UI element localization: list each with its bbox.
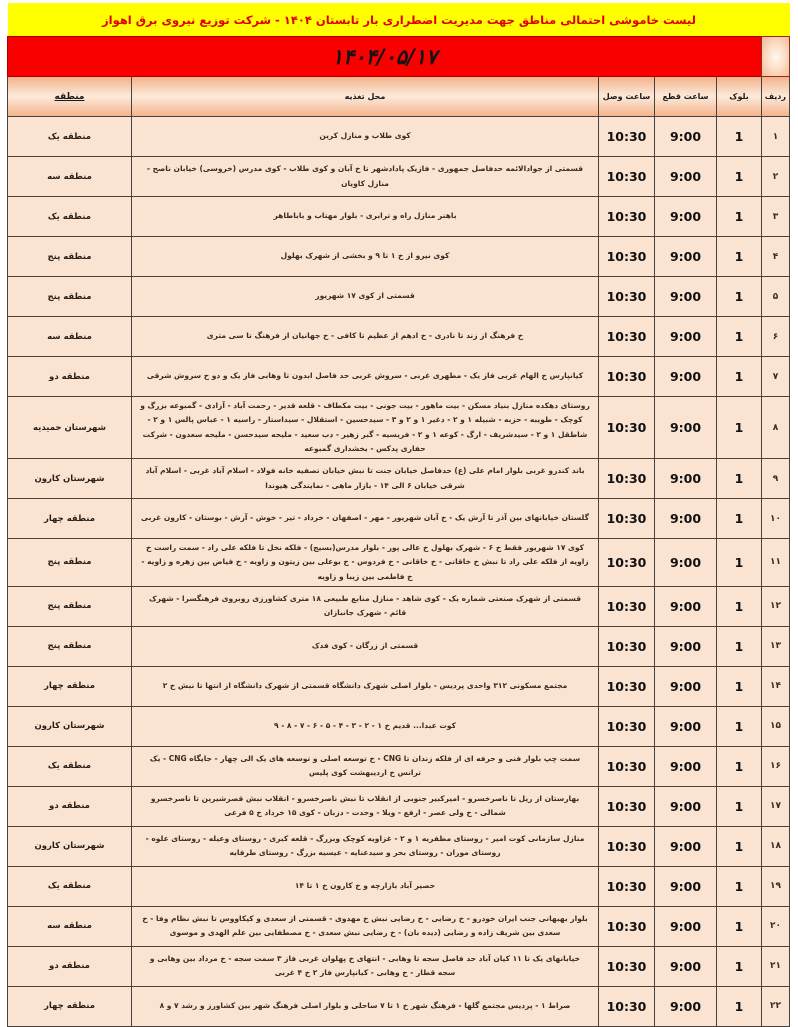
reconnect-time-cell: 10:30	[599, 117, 655, 157]
reconnect-time-cell: 10:30	[599, 946, 655, 986]
feed-location-cell: کوی نیرو از خ ۱ تا ۹ و بخشی از شهرک بهلول	[132, 237, 599, 277]
reconnect-time-cell: 10:30	[599, 499, 655, 539]
reconnect-time-cell: 10:30	[599, 866, 655, 906]
feed-location-cell: سمت چپ بلوار فنی و حرفه ای از فلکه زندان تا CNG - خ توسعه اصلی و توسعه های یک الی چهار - جایگاه CNG - یک ترانس خ اردیبهشت کوی پلیس	[132, 746, 599, 786]
row-number-cell: ۷	[762, 357, 790, 397]
reconnect-time-cell: 10:30	[599, 317, 655, 357]
reconnect-time-cell: 10:30	[599, 197, 655, 237]
cut-time-cell: 9:00	[655, 197, 717, 237]
block-cell: 1	[717, 277, 762, 317]
reconnect-time-cell: 10:30	[599, 626, 655, 666]
table-row	[8, 706, 790, 746]
block-cell: 1	[717, 666, 762, 706]
table-row	[8, 459, 790, 499]
table-row	[8, 277, 790, 317]
cut-time-cell: 9:00	[655, 357, 717, 397]
region-cell: منطقه پنج	[8, 626, 132, 666]
region-cell: منطقه سه	[8, 317, 132, 357]
block-cell: 1	[717, 317, 762, 357]
table-row	[8, 317, 790, 357]
table-row	[8, 539, 790, 587]
feed-location-cell: کوت عبدا... قدیم خ ۱ - ۲ - ۳ - ۴ - ۵ - ۶ - ۷ - ۸ - ۹	[132, 706, 599, 746]
block-cell: 1	[717, 746, 762, 786]
corner-cell	[762, 37, 790, 77]
cut-time-cell: 9:00	[655, 706, 717, 746]
table-row	[8, 866, 790, 906]
date-row	[8, 37, 790, 77]
reconnect-time-cell: 10:30	[599, 826, 655, 866]
row-number-cell: ۲	[762, 157, 790, 197]
reconnect-time-cell: 10:30	[599, 986, 655, 1026]
row-number-cell: ۶	[762, 317, 790, 357]
region-cell: منطقه یک	[8, 746, 132, 786]
block-cell: 1	[717, 946, 762, 986]
col-header-block: بلوک	[717, 77, 762, 117]
block-cell: 1	[717, 866, 762, 906]
row-number-cell: ۱۸	[762, 826, 790, 866]
feed-location-cell: خ فرهنگ از زند تا نادری - خ ادهم از عظیم تا کافی - خ جهانیان از فرهنگ تا سی متری	[132, 317, 599, 357]
cut-time-cell: 9:00	[655, 586, 717, 626]
block-cell: 1	[717, 237, 762, 277]
feed-location-cell: قسمتی از جوادالائمه حدفاصل جمهوری - فازیک پادادشهر تا خ آبان و کوی طلاب - کوی مدرس (خروسی) خیابان ناصح - منازل کاویان	[132, 157, 599, 197]
block-cell: 1	[717, 586, 762, 626]
region-cell: منطقه دو	[8, 357, 132, 397]
cut-time-cell: 9:00	[655, 866, 717, 906]
row-number-cell: ۱۲	[762, 586, 790, 626]
feed-location-cell: باند کندرو غربی بلوار امام علی (ع) حدفاصل خیابان جنت تا نبش خیابان تصفیه خانه فولاد - اسلام آباد غربی - اسلام آباد شرقی خیابان ۶ الی ۱۴ - بازار ماهی - نمایندگی هیوندا	[132, 459, 599, 499]
table-row	[8, 237, 790, 277]
feed-location-cell: کوی ۱۷ شهریور فقط خ ۶ - شهرک بهلول خ عالی پور - بلوار مدرس(بسیج) - فلکه نخل تا فلکه علی راد - سمت راست خ زاویه از فلکه علی راد تا نبش خ خاقانی - خ خاقانی - خ فردوس - خ بوعلی بین زیتون و زاویه - خ فیاض بین زهره و زاویه - خ فاطمی بین زیبا و زاویه	[132, 539, 599, 587]
reconnect-time-cell: 10:30	[599, 786, 655, 826]
col-header-region: منطقه	[8, 77, 132, 117]
row-number-cell: ۴	[762, 237, 790, 277]
feed-location-cell: باهنر منازل راه و ترابری - بلوار مهتاب و باباطاهر	[132, 197, 599, 237]
col-header-feed-location: محل تغذیه	[132, 77, 599, 117]
block-cell: 1	[717, 539, 762, 587]
cut-time-cell: 9:00	[655, 397, 717, 459]
cut-time-cell: 9:00	[655, 666, 717, 706]
region-cell: منطقه دو	[8, 786, 132, 826]
cut-time-cell: 9:00	[655, 539, 717, 587]
region-cell: منطقه یک	[8, 197, 132, 237]
region-cell: شهرستان حمیدیه	[8, 397, 132, 459]
row-number-cell: ۱۷	[762, 786, 790, 826]
region-cell: منطقه دو	[8, 946, 132, 986]
table-row	[8, 197, 790, 237]
region-cell: منطقه پنج	[8, 586, 132, 626]
region-cell: منطقه چهار	[8, 986, 132, 1026]
row-number-cell: ۱۳	[762, 626, 790, 666]
cut-time-cell: 9:00	[655, 946, 717, 986]
block-cell: 1	[717, 786, 762, 826]
block-cell: 1	[717, 826, 762, 866]
document-title: لیست خاموشی احتمالی مناطق جهت مدیریت اضطراری بار تابستان ۱۴۰۴ - شرکت توزیع نیروی برق اهواز	[102, 12, 696, 27]
feed-location-cell: حصیر آباد بازارچه و خ کارون خ ۱ تا ۱۴	[132, 866, 599, 906]
feed-location-cell: روستای دهکده منازل بنیاد مسکن - بیت ماهور - بیت جونی - بیت مکطاف - قلعه قدیر - رحمت آباد - آزادی - گمبوعه بزرگ و کوچک - طویبه - حزبه - شبیله ۱ و ۲ - دغیر ۱ و ۲ و ۳ - سیدحسین - استقلال - سیداستار - راسیه ۱ - عباس پالس ۱ و ۲ - شاطقل ۱ و ۲ - سیدشریف - ارگ - کوعه ۱ و ۲ - فریسیه - گبر زهیر - دب سعید - ملیحه سیدحسن - ملیحه سعدون - شرکت حفاری پدکس - بخشداری گمبوعه	[132, 397, 599, 459]
table-row	[8, 826, 790, 866]
feed-location-cell: منازل سازمانی کوت امیر - روستای مظفریه ۱ و ۲ - غزاویه کوچک وبزرگ - قلعه کبری - روستای وعیله - روستای علوه - روستای موران - روستای بحر و سیدعنایه - عیسیه بزرگ - روستای طرفایه	[132, 826, 599, 866]
feed-location-cell: قسمتی از زرگان - کوی فدک	[132, 626, 599, 666]
region-cell: شهرستان کارون	[8, 706, 132, 746]
cut-time-cell: 9:00	[655, 786, 717, 826]
feed-location-cell: قسمتی از کوی ۱۷ شهریور	[132, 277, 599, 317]
block-cell: 1	[717, 986, 762, 1026]
outage-table	[7, 36, 790, 1027]
table-header-row	[8, 77, 790, 117]
feed-location-cell: گلستان خیابانهای بین آذر تا آرش یک - خ آبان شهریور - مهر - اصفهان - خرداد - تیر - خوش - آرش - بوستان - کارون غربی	[132, 499, 599, 539]
table-row	[8, 986, 790, 1026]
reconnect-time-cell: 10:30	[599, 746, 655, 786]
reconnect-time-cell: 10:30	[599, 277, 655, 317]
reconnect-time-cell: 10:30	[599, 666, 655, 706]
region-cell: شهرستان کارون	[8, 459, 132, 499]
block-cell: 1	[717, 459, 762, 499]
col-header-row-number: ردیف	[762, 77, 790, 117]
reconnect-time-cell: 10:30	[599, 237, 655, 277]
feed-location-cell: بلوار بهبهانی جنب ایران خودرو - خ رضایی - خ رضایی نبش خ مهدوی - قسمتی از سعدی و کیکاووس تا نبش نظام وفا - خ سعدی بین شریف زاده و رضایی (دیده بان) - خ رضایی نبش سعدی - خ مصطفایی بین علم الهدی و موسوی	[132, 906, 599, 946]
cut-time-cell: 9:00	[655, 459, 717, 499]
feed-location-cell: خیابانهای یک تا ۱۱ کیان آباد حد فاصل سجه تا وهابی - انتهای خ پهلوان غربی فاز ۳ سمت سجه - خ مرداد بین وهابی و سجه قطار - خ وهابی - کیانپارس فاز ۲ خ ۴ غربی	[132, 946, 599, 986]
region-cell: منطقه پنج	[8, 277, 132, 317]
table-row	[8, 357, 790, 397]
row-number-cell: ۲۲	[762, 986, 790, 1026]
reconnect-time-cell: 10:30	[599, 906, 655, 946]
row-number-cell: ۹	[762, 459, 790, 499]
row-number-cell: ۱	[762, 117, 790, 157]
block-cell: 1	[717, 157, 762, 197]
row-number-cell: ۲۱	[762, 946, 790, 986]
row-number-cell: ۱۰	[762, 499, 790, 539]
col-header-reconnect-time: ساعت وصل	[599, 77, 655, 117]
region-cell: منطقه چهار	[8, 666, 132, 706]
feed-location-cell: بهارستان از ریل تا ناصرخسرو - امیرکبیر جنوبی از انقلاب تا نبش ناصرخسرو - انقلاب نبش قصرشیرین تا ناصرخسرو شمالی - خ ولی عصر - ارفع - ویلا - وحدت - دزبان - کوی ۱۵ خرداد خ ۵ فرعی	[132, 786, 599, 826]
table-row	[8, 157, 790, 197]
region-cell: منطقه یک	[8, 117, 132, 157]
title-banner	[8, 3, 790, 36]
region-cell: منطقه پنج	[8, 237, 132, 277]
block-cell: 1	[717, 499, 762, 539]
table-row	[8, 117, 790, 157]
block-cell: 1	[717, 357, 762, 397]
cut-time-cell: 9:00	[655, 277, 717, 317]
block-cell: 1	[717, 117, 762, 157]
region-cell: منطقه پنج	[8, 539, 132, 587]
table-row	[8, 586, 790, 626]
row-number-cell: ۸	[762, 397, 790, 459]
cut-time-cell: 9:00	[655, 157, 717, 197]
cut-time-cell: 9:00	[655, 499, 717, 539]
reconnect-time-cell: 10:30	[599, 459, 655, 499]
reconnect-time-cell: 10:30	[599, 706, 655, 746]
feed-location-cell: قسمتی از شهرک صنعتی شماره یک - کوی شاهد - منازل منابع طبیعی ۱۸ متری کشاورزی روبروی فرهنگسرا - شهرک قائم - شهرک جانبازان	[132, 586, 599, 626]
row-number-cell: ۱۱	[762, 539, 790, 587]
region-cell: منطقه چهار	[8, 499, 132, 539]
feed-location-cell: کیانپارس خ الهام غربی فاز یک - مطهری غربی - سروش غربی حد فاصل ابدون تا وهابی فاز یک و دو خ سروش شرقی	[132, 357, 599, 397]
row-number-cell: ۱۹	[762, 866, 790, 906]
row-number-cell: ۳	[762, 197, 790, 237]
row-number-cell: ۱۵	[762, 706, 790, 746]
block-cell: 1	[717, 626, 762, 666]
table-row	[8, 666, 790, 706]
row-number-cell: ۲۰	[762, 906, 790, 946]
table-row	[8, 786, 790, 826]
table-row	[8, 746, 790, 786]
cut-time-cell: 9:00	[655, 117, 717, 157]
cut-time-cell: 9:00	[655, 317, 717, 357]
reconnect-time-cell: 10:30	[599, 586, 655, 626]
reconnect-time-cell: 10:30	[599, 157, 655, 197]
block-cell: 1	[717, 706, 762, 746]
block-cell: 1	[717, 197, 762, 237]
table-row	[8, 626, 790, 666]
region-cell: منطقه سه	[8, 906, 132, 946]
cut-time-cell: 9:00	[655, 986, 717, 1026]
row-number-cell: ۵	[762, 277, 790, 317]
cut-time-cell: 9:00	[655, 746, 717, 786]
cut-time-cell: 9:00	[655, 626, 717, 666]
col-header-cut-time: ساعت قطع	[655, 77, 717, 117]
cut-time-cell: 9:00	[655, 237, 717, 277]
feed-location-cell: مجتمع مسکونی ۳۱۲ واحدی پردیس - بلوار اصلی شهرک دانشگاه قسمتی از شهرک دانشگاه از انتها تا نبش خ ۲	[132, 666, 599, 706]
feed-location-cell: کوی طلاب و منازل کرین	[132, 117, 599, 157]
table-row	[8, 397, 790, 459]
region-cell: شهرستان کارون	[8, 826, 132, 866]
block-cell: 1	[717, 906, 762, 946]
row-number-cell: ۱۶	[762, 746, 790, 786]
row-number-cell: ۱۴	[762, 666, 790, 706]
reconnect-time-cell: 10:30	[599, 397, 655, 459]
cut-time-cell: 9:00	[655, 826, 717, 866]
table-row	[8, 499, 790, 539]
cut-time-cell: 9:00	[655, 906, 717, 946]
reconnect-time-cell: 10:30	[599, 539, 655, 587]
region-cell: منطقه یک	[8, 866, 132, 906]
reconnect-time-cell: 10:30	[599, 357, 655, 397]
table-row	[8, 946, 790, 986]
date-banner: ۱۴۰۴/۰۵/۱۷	[8, 37, 762, 77]
region-cell: منطقه سه	[8, 157, 132, 197]
block-cell: 1	[717, 397, 762, 459]
table-row	[8, 906, 790, 946]
feed-location-cell: صراط ۱ - پردیس مجتمع گلها - فرهنگ شهر خ ۱ تا ۷ ساحلی و بلوار اصلی فرهنگ شهر بین کشاورز و رشد ۷ و ۸	[132, 986, 599, 1026]
